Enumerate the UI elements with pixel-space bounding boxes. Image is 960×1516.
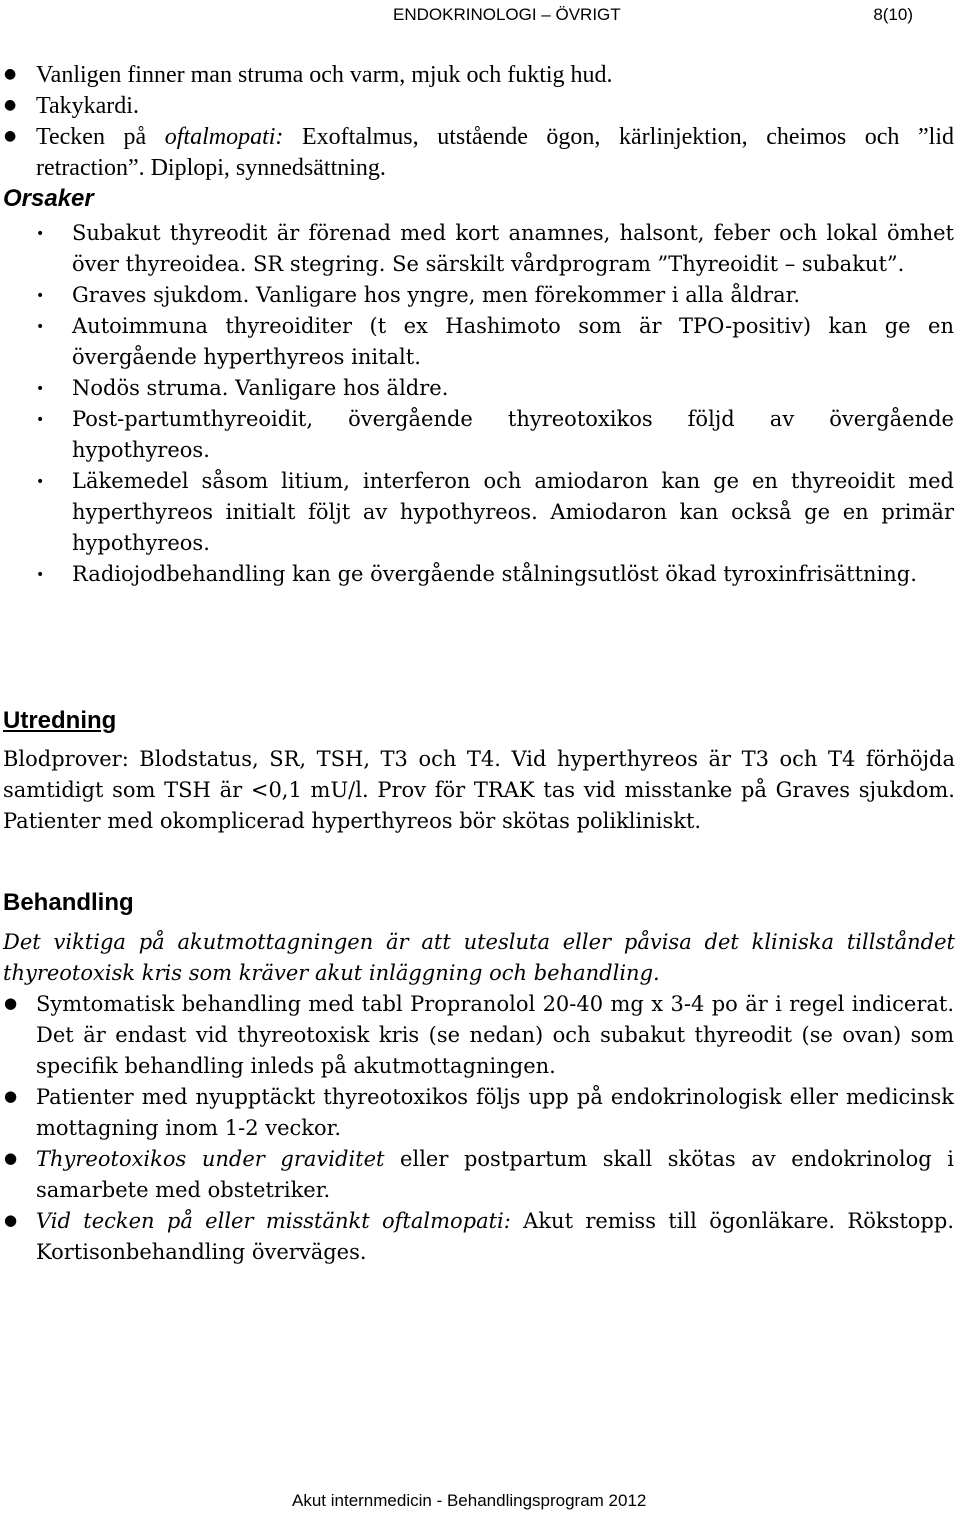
behandling-heading: Behandling — [3, 889, 134, 916]
list-item: • Nodös struma. Vanligare hos äldre. — [72, 373, 954, 404]
behandling-intro: Det viktiga på akutmottagningen är att utesluta eller påvisa det kliniska tillståndet thyreotoxisk kris som kräver akut inläggning och behandling. — [3, 930, 955, 985]
bullet-icon: ● — [4, 1149, 18, 1167]
list-item: ● Takykardi. — [36, 91, 954, 122]
bullet-icon: ● — [4, 1211, 18, 1229]
bullet-icon: • — [36, 319, 45, 335]
bullet-icon: • — [36, 412, 45, 428]
bullet-icon: • — [36, 567, 45, 583]
list-item: • Autoimmuna thyreoiditer (t ex Hashimoto som är TPO-positiv) kan ge en övergående hyperthyreos initalt. — [36, 314, 954, 369]
list-item: • Post-partumthyreoidit, övergående thyreotoxikos följd av övergående hypothyreos. — [36, 407, 954, 462]
orsaker-list — [36, 218, 954, 590]
list-item: • Subakut thyreodit är förenad med kort anamnes, halsont, feber och lokal ömhet över thyreoidea. SR stegring. Se särskilt vårdprogram ”Thyreoidit – subakut”. — [36, 221, 954, 276]
bullet-icon: ● — [4, 97, 17, 113]
list-item: ● Vanligen finner man struma och varm, mjuk och fuktig hud. — [36, 60, 954, 91]
page-footer: Akut internmedicin - Behandlingsprogram 2012 — [292, 1491, 647, 1510]
header-title: ENDOKRINOLOGI – ÖVRIGT — [393, 5, 621, 24]
list-item: ● Patienter med nyupptäckt thyreotoxikos följs upp på endokrinologisk eller medicinsk mottagning inom 1-2 veckor. — [36, 1082, 954, 1144]
list-item: ● Tecken på oftalmopati: Exoftalmus, utstående ögon, kärlinjektion, cheimos och ”lid retraction”. Diplopi, synnedsättning. — [36, 122, 954, 184]
page-number: 8(10) — [873, 5, 913, 24]
list-item: ● Vid tecken på eller misstänkt oftalmopati: Akut remiss till ögonläkare. Rökstopp. Kortisonbehandling överväges. — [36, 1206, 954, 1268]
bullet-icon: • — [36, 381, 45, 397]
bullet-icon: ● — [4, 994, 18, 1012]
behandling-list — [4, 989, 954, 1268]
list-item: ● Symtomatisk behandling med tabl Propranolol 20-40 mg x 3-4 po är i regel indicerat. Det är endast vid thyreotoxisk kris (se nedan) och subakut thyreodit (se ovan) som specifik behandling inleds på akutmottagningen. — [36, 989, 954, 1082]
top-bullet-list — [4, 60, 954, 184]
bullet-icon: ● — [4, 66, 17, 82]
list-item: ● Thyreotoxikos under graviditet eller postpartum skall skötas av endokrinolog i samarbete med obstetriker. — [36, 1144, 954, 1206]
utredning-heading: Utredning — [3, 707, 117, 734]
bullet-icon: ● — [4, 1087, 18, 1105]
list-item: • Graves sjukdom. Vanligare hos yngre, men förekommer i alla åldrar. — [72, 280, 954, 311]
page-header — [0, 3, 960, 27]
orsaker-heading: Orsaker — [3, 185, 94, 212]
bullet-icon: • — [36, 226, 45, 242]
bullet-icon: ● — [4, 128, 17, 144]
list-item: • Radiojodbehandling kan ge övergående stålningsutlöst ökad tyroxinfrisättning. — [72, 559, 954, 590]
bullet-icon: • — [36, 474, 45, 490]
bullet-icon: • — [36, 288, 45, 304]
utredning-paragraph: Blodprover: Blodstatus, SR, TSH, T3 och T4. Vid hyperthyreos är T3 och T4 förhöjda samtidigt som TSH är <0,1 mU/l. Prov för TRAK tas vid misstanke på Graves sjukdom. Patienter med okomplicerad hyperthyreos bör skötas polikliniskt. — [3, 747, 955, 833]
list-item: • Läkemedel såsom litium, interferon och amiodaron kan ge en thyreoidit med hyperthyreos initialt följt av hypothyreos. Amiodaron kan också ge en primär hypothyreos. — [36, 469, 954, 555]
